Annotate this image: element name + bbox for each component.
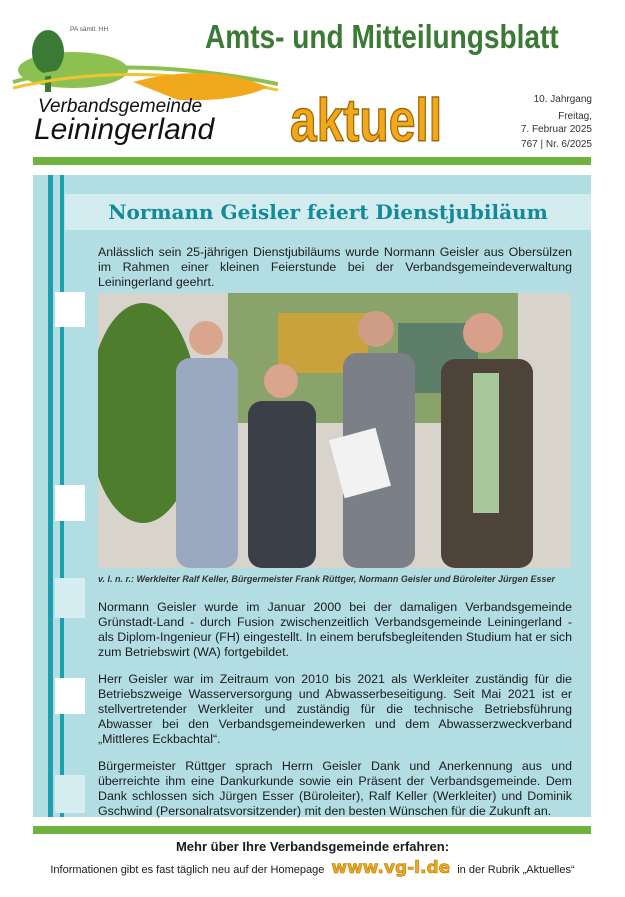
decor-square [55, 292, 85, 327]
footer-info [0, 858, 625, 878]
photo-group-icon [98, 293, 571, 568]
homepage-link[interactable]: www.vg-l.de [331, 858, 451, 878]
article-headline: Normann Geisler feiert Dienstjubiläum [108, 200, 548, 224]
brand-aktuell: aktuell [290, 87, 443, 154]
article-paragraph: Normann Geisler wurde im Januar 2000 bei der damaligen Verbandsgemeinde Grünstadt-Land - durch Fusion zwischenzeitlich Verbandsgemeinde Leiningerland - als Diplom-Ingenieur (FH) eingestellt. In einem berufsbegleitenden Studium hat er sich zum Betriebswirt (WA) fortgebildet. [98, 600, 572, 659]
decor-stripe [48, 175, 53, 817]
article-paragraph: Herr Geisler war im Zeitraum von 2010 bis 2021 als Werkleiter zuständig für die Betriebszweige Wasserversorgung und Abwasserbeseitigung. Seit Mai 2021 ist er stellvertretender Werkleiter und zuständig für die technische Betriebsführung Abwasser bei den Verbandsgemeindewerken und dem Abwasserzweckverband „Mittleres Eckbachtal“. [98, 672, 572, 746]
article-paragraph: Bürgermeister Rüttger sprach Herrn Geisler Dank und Anerkennung aus und überreichte ihm eine Dankurkunde sowie ein Präsent der Verbandsgemeinde. Dem Dank schlossen sich Jürgen Esser (Büroleiter), Ralf Keller (Werkleiter) und Dominik Gschwind (Personalratsvorsitzender) mit den besten Wünschen für die Zukunft an. [98, 759, 572, 818]
decor-square [55, 485, 85, 521]
volume: 10. Jahrgang [533, 94, 592, 105]
publication-title: Amts- und Mitteilungsblatt [205, 18, 559, 55]
org-name-line1: Verbandsgemeinde [38, 96, 203, 117]
article-lead: Anlässlich sein 25-jährigen Dienstjubiläums wurde Normann Geisler aus Obersülzen im Rahmen einer kleinen Feierstunde bei der Verbandsgemeindeverwaltung Leiningerland geehrt. [98, 245, 572, 289]
footer-info-rubric: in der Rubrik „Aktuelles“ [457, 864, 575, 876]
footer-info-text: Informationen gibt es fast täglich neu auf der Homepage [50, 864, 325, 876]
decor-square [55, 775, 85, 813]
decor-square [55, 578, 85, 618]
divider [33, 157, 591, 165]
weekday: Freitag, [558, 111, 592, 122]
footer-heading: Mehr über Ihre Verbandsgemeinde erfahren: [175, 839, 450, 854]
article-body [98, 600, 572, 831]
issue-date: 7. Februar 2025 [520, 124, 592, 135]
article-photo [98, 293, 571, 568]
issue-number: 767 | Nr. 6/2025 [521, 139, 592, 150]
org-name-line2: Leiningerland [34, 113, 215, 146]
divider [33, 826, 591, 834]
postal-note: PA sämtl. HH [70, 26, 109, 33]
decor-square [55, 678, 85, 714]
photo-caption: v. l. n. r.: Werkleiter Ralf Keller, Bürgermeister Frank Rüttger, Normann Geisler und Büroleiter Jürgen Esser [98, 574, 555, 584]
